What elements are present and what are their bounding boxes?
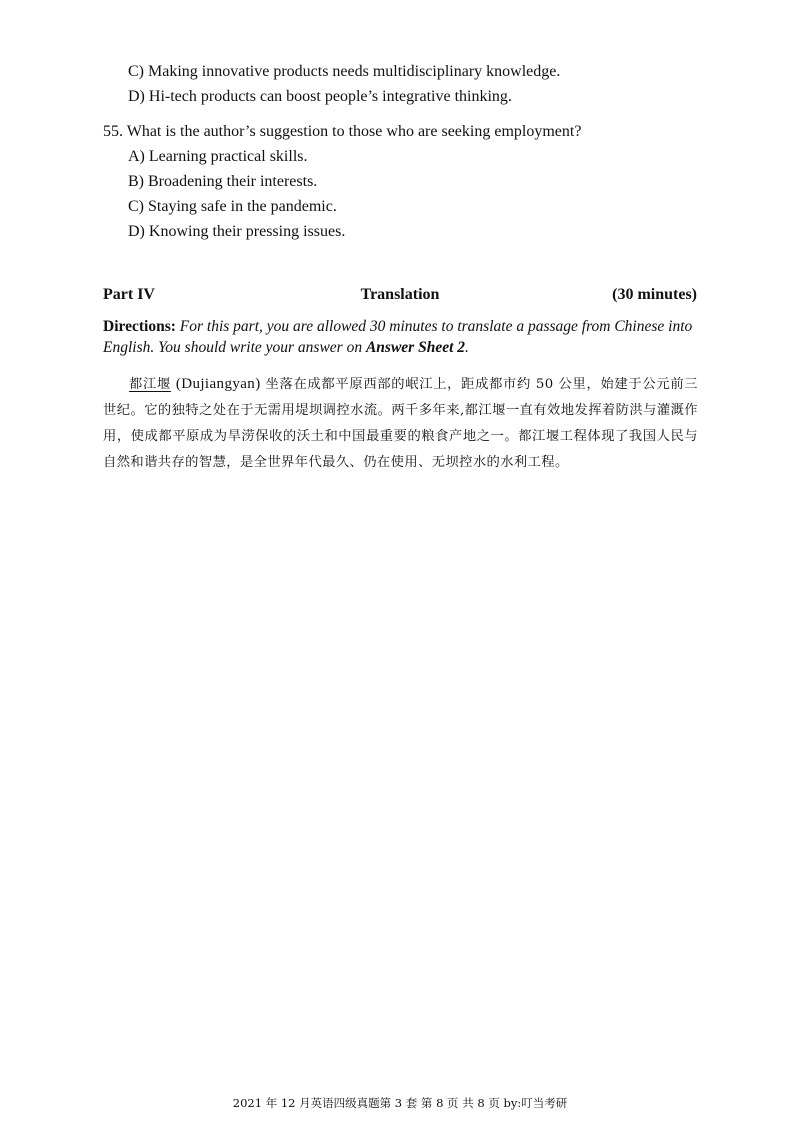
part-title: Translation [360,286,440,303]
directions-text: For this part, you are allowed 30 minutes to translate a passage from Chinese into English. You should write your answer on [103,318,693,356]
q54-option-d: D) Hi-tech products can boost people’s integrative thinking. [128,88,512,105]
q55-option-d: D) Knowing their pressing issues. [128,223,346,240]
q55-question: 55. What is the author’s suggestion to those who are seeking employment? [103,123,582,140]
directions [103,316,700,358]
passage-term: 都江堰 [129,377,171,392]
part-label: Part IV [103,286,155,303]
q55-option-a: A) Learning practical skills. [128,148,308,165]
directions-label: Directions: [103,318,176,335]
passage-latin: (Dujiangyan) [175,376,261,392]
translation-passage [103,371,698,476]
page-footer: 2021 年 12 月英语四级真题第 3 套 第 8 页 共 8 页 by:叮当考研 [232,1096,568,1110]
q55-option-b: B) Broadening their interests. [128,173,318,190]
part-heading [103,285,697,305]
directions-end: . [465,339,469,356]
part-time: (30 minutes) [612,286,697,303]
passage-text: 坐落在成都平原西部的岷江上，距成都市约 50 公里，始建于公元前三世纪。它的独特之处在于无需用堤坝调控水流。两千多年来,都江堰一直有效地发挥着防洪与灌溉作用，使成都平原成为旱涝保收的沃土和中国最重要的粮食产地之一。都江堰工程体现了我国人民与自然和谐共存的智慧，是全世界年代最久、仍在使用、无坝控水的水利工程。 [103,377,698,470]
q55-option-c: C) Staying safe in the pandemic. [128,198,337,215]
q54-option-c: C) Making innovative products needs multidisciplinary knowledge. [128,63,561,80]
answer-sheet: Answer Sheet 2 [365,339,466,356]
